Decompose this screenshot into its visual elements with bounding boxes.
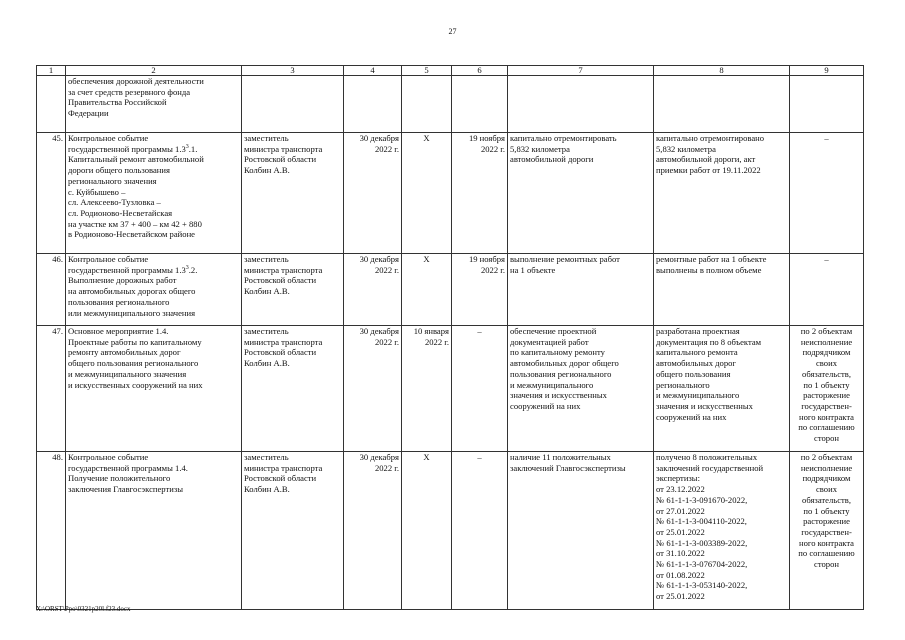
- planned-date: [344, 76, 402, 133]
- text-line: 30 декабря: [359, 133, 399, 143]
- text-line: 2022 г.: [374, 143, 399, 154]
- achieved-result: [654, 76, 790, 133]
- text-line: государствен-: [801, 526, 852, 537]
- text-line: подрядчиком: [802, 347, 851, 358]
- text-line: от 01.08.2022: [656, 569, 705, 580]
- actual-date: [452, 133, 508, 254]
- column-number: 5: [402, 66, 452, 76]
- text-line: государственной программы 1.3: [68, 143, 186, 154]
- actual-date: [452, 254, 508, 326]
- text-line: от 31.10.2022: [656, 548, 705, 559]
- column-number: 6: [452, 66, 508, 76]
- text-line: 2022 г.: [374, 336, 399, 347]
- column-5: Х: [402, 452, 452, 610]
- superscript: 3: [185, 264, 189, 271]
- table-row: [37, 133, 864, 254]
- text-line: с. Куйбышево –: [68, 186, 126, 197]
- text-line: значения и искусственных: [656, 400, 753, 411]
- column-number: 1: [37, 66, 66, 76]
- page-number: 27: [448, 27, 457, 36]
- planned-date: [344, 254, 402, 326]
- text-line: Контрольное событие: [68, 254, 149, 264]
- text-line: от 27.01.2022: [656, 505, 705, 516]
- text-line: 2022 г.: [374, 462, 399, 473]
- text-line: автомобильной дороги, акт: [656, 154, 756, 165]
- event-description: [66, 452, 242, 610]
- text-line: на участке км 37 + 400 – км 42 + 880: [68, 218, 202, 229]
- text-line: ремонту автомобильных дорог: [68, 347, 181, 358]
- text-line: документация по 8 объектам: [656, 336, 762, 347]
- text-line: сторон: [814, 433, 839, 444]
- text-line: неисполнение: [800, 462, 853, 473]
- text-line: капитального ремонта: [656, 347, 738, 358]
- text-line: от 25.01.2022: [656, 591, 705, 602]
- text-line: Основное мероприятие 1.4.: [68, 326, 169, 336]
- text-line: 30 декабря: [359, 254, 399, 264]
- text-line: расторжение: [803, 390, 850, 401]
- column-number-row: [37, 66, 864, 76]
- text-line: обязательств,: [802, 368, 851, 379]
- text-line: Контрольное событие: [68, 452, 149, 462]
- text-line: ремонтные работ на 1 объекте: [656, 254, 767, 264]
- text-line: выполнены в полном объеме: [656, 264, 762, 275]
- row-number: [37, 76, 66, 133]
- text-line: № 61-1-1-3-076704-2022,: [656, 559, 748, 570]
- file-path-footer: X:\ORST\Ppo\0321p20l.f23.docx: [36, 605, 131, 613]
- column-5: [402, 76, 452, 133]
- text-line: министра транспорта: [244, 336, 323, 347]
- text-line: 2022 г.: [424, 336, 449, 347]
- text-line: ного контракта: [799, 411, 854, 422]
- achieved-result: [654, 326, 790, 452]
- text-line: регионального значения: [68, 175, 157, 186]
- text-line: и межмуниципального: [510, 379, 594, 390]
- expected-result: [508, 452, 654, 610]
- text-line: 19 ноября: [468, 254, 505, 264]
- text-line: сл. Алексеево-Тузловка –: [68, 197, 161, 208]
- text-line: значения и искусственных: [510, 390, 607, 401]
- text-line: разработана проектная: [656, 326, 740, 336]
- text-line: 2022 г.: [480, 264, 505, 275]
- planned-date: [344, 133, 402, 254]
- text-line: 2022 г.: [374, 264, 399, 275]
- text-line: обеспечения дорожной деятельности: [68, 76, 204, 86]
- text-line: и межмуниципального значения: [68, 368, 187, 379]
- text-line: обязательств,: [802, 494, 851, 505]
- text-line: Ростовской области: [244, 154, 317, 165]
- text-line: Колбин А.В.: [244, 484, 290, 495]
- text-line: от 25.01.2022: [656, 526, 705, 537]
- text-line: экспертизы:: [656, 473, 700, 484]
- text-line: неисполнение: [800, 336, 853, 347]
- text-line: и межмуниципального: [656, 390, 740, 401]
- text-line: от 23.12.2022: [656, 484, 705, 495]
- achieved-result: [654, 452, 790, 610]
- text-line: в Родионово-Несветайском районе: [68, 229, 195, 240]
- text-line: 5,832 километра: [510, 143, 570, 154]
- text-line: по 1 объекту: [803, 379, 850, 390]
- report-table: [36, 65, 864, 610]
- text-line: заместитель: [244, 133, 289, 143]
- text-line: регионального: [656, 379, 710, 390]
- text-line: заключений государственной: [656, 462, 764, 473]
- text-line: заместитель: [244, 452, 289, 462]
- text-line: № 61-1-1-3-053140-2022,: [656, 580, 748, 591]
- text-line: или межмуниципального значения: [68, 307, 196, 318]
- column-number: 8: [654, 66, 790, 76]
- text-line: пользования регионального: [510, 368, 612, 379]
- text-line: 30 декабря: [359, 326, 399, 336]
- text-line: Ростовской области: [244, 473, 317, 484]
- event-description: [66, 76, 242, 133]
- text-line: автомобильных дорог: [656, 358, 736, 369]
- text-line: Колбин А.В.: [244, 358, 290, 369]
- text-line: 5,832 километра: [656, 143, 716, 154]
- expected-result: [508, 254, 654, 326]
- text-line: Ростовской области: [244, 347, 317, 358]
- text-line: Капитальный ремонт автомобильной: [68, 154, 204, 165]
- actual-date: –: [452, 452, 508, 610]
- text-line: по 2 объектам: [800, 326, 853, 336]
- text-line: документацией работ: [510, 336, 589, 347]
- text-line: Ростовской области: [244, 275, 317, 286]
- problems: [790, 76, 864, 133]
- text-line: капитально отремонтировать: [510, 133, 617, 143]
- text-line: Правительства Российской: [68, 97, 167, 108]
- actual-date: –: [452, 326, 508, 452]
- text-line: Федерации: [68, 108, 109, 119]
- problems: –: [790, 133, 864, 254]
- responsible: [242, 76, 344, 133]
- actual-date: [452, 76, 508, 133]
- text-line: государственной программы 1.3: [68, 264, 186, 275]
- text-line: министра транспорта: [244, 143, 323, 154]
- text-line: приемки работ от 19.11.2022: [656, 165, 761, 176]
- responsible: [242, 452, 344, 610]
- text-line: и искусственных сооружений на них: [68, 379, 203, 390]
- text-line: Проектные работы по капитальному: [68, 336, 202, 347]
- superscript: 3: [185, 143, 189, 150]
- text-line: по 2 объектам: [800, 452, 853, 462]
- text-line: заместитель: [244, 326, 289, 336]
- text-line: № 61-1-1-3-091670-2022,: [656, 494, 748, 505]
- text-line: по 1 объекту: [803, 505, 850, 516]
- text-line: общего пользования регионального: [68, 358, 199, 369]
- text-line: ного контракта: [799, 537, 854, 548]
- planned-date: [344, 326, 402, 452]
- text-line: министра транспорта: [244, 462, 323, 473]
- text-line: на автомобильных дорогах общего: [68, 286, 196, 297]
- column-number: 2: [66, 66, 242, 76]
- text-line: автомобильной дороги: [510, 154, 594, 165]
- text-line: .2.: [188, 264, 198, 275]
- text-line: по капитальному ремонту: [510, 347, 605, 358]
- text-line: Колбин А.В.: [244, 286, 290, 297]
- text-line: министра транспорта: [244, 264, 323, 275]
- responsible: [242, 133, 344, 254]
- event-description: [66, 254, 242, 326]
- text-line: выполнение ремонтных работ: [510, 254, 620, 264]
- text-line: 10 января: [413, 326, 449, 336]
- text-line: .1.: [188, 143, 198, 154]
- achieved-result: [654, 133, 790, 254]
- column-5: Х: [402, 254, 452, 326]
- table-row: [37, 452, 864, 610]
- text-line: на 1 объекте: [510, 264, 556, 275]
- event-description: [66, 326, 242, 452]
- responsible: [242, 326, 344, 452]
- text-line: сооружений на них: [510, 400, 581, 411]
- text-line: наличие 11 положительных: [510, 452, 611, 462]
- text-line: Получение положительного: [68, 473, 171, 484]
- text-line: за счет средств резервного фонда: [68, 86, 191, 97]
- column-5: [402, 326, 452, 452]
- column-number: 7: [508, 66, 654, 76]
- expected-result: [508, 76, 654, 133]
- problems: [790, 326, 864, 452]
- text-line: по соглашению: [798, 548, 855, 559]
- text-line: № 61-1-1-3-004110-2022,: [656, 516, 747, 527]
- text-line: Контрольное событие: [68, 133, 149, 143]
- planned-date: [344, 452, 402, 610]
- text-line: подрядчиком: [802, 473, 851, 484]
- text-line: 30 декабря: [359, 452, 399, 462]
- text-line: по соглашению: [798, 422, 855, 433]
- row-number: 47.: [37, 326, 66, 452]
- event-description: [66, 133, 242, 254]
- table-row: [37, 76, 864, 133]
- row-number: 48.: [37, 452, 66, 610]
- achieved-result: [654, 254, 790, 326]
- column-number: 3: [242, 66, 344, 76]
- row-number: 46.: [37, 254, 66, 326]
- expected-result: [508, 326, 654, 452]
- text-line: своих: [815, 484, 837, 495]
- text-line: капитально отремонтировано: [656, 133, 765, 143]
- text-line: дороги общего пользования: [68, 165, 170, 176]
- row-number: 45.: [37, 133, 66, 254]
- text-line: 19 ноября: [468, 133, 505, 143]
- text-line: получено 8 положительных: [656, 452, 758, 462]
- table-row: [37, 254, 864, 326]
- text-line: общего пользования: [656, 368, 731, 379]
- problems: –: [790, 254, 864, 326]
- column-number: 9: [790, 66, 864, 76]
- text-line: расторжение: [803, 516, 850, 527]
- expected-result: [508, 133, 654, 254]
- text-line: автомобильных дорог общего: [510, 358, 619, 369]
- text-line: заключения Главгосэкспертизы: [68, 484, 184, 495]
- column-5: Х: [402, 133, 452, 254]
- text-line: Колбин А.В.: [244, 165, 290, 176]
- text-line: пользования регионального: [68, 296, 170, 307]
- text-line: сторон: [814, 559, 839, 570]
- text-line: обеспечение проектной: [510, 326, 597, 336]
- text-line: сооружений на них: [656, 411, 727, 422]
- text-line: государствен-: [801, 400, 852, 411]
- text-line: № 61-1-1-3-003389-2022,: [656, 537, 748, 548]
- text-line: своих: [815, 358, 837, 369]
- problems: [790, 452, 864, 610]
- responsible: [242, 254, 344, 326]
- text-line: государственной программы 1.4.: [68, 462, 188, 473]
- table-row: [37, 326, 864, 452]
- column-number: 4: [344, 66, 402, 76]
- text-line: сл. Родионово-Несветайская: [68, 207, 173, 218]
- text-line: заключений Главгосэкспертизы: [510, 462, 626, 473]
- text-line: заместитель: [244, 254, 289, 264]
- text-line: Выполнение дорожных работ: [68, 275, 177, 286]
- text-line: 2022 г.: [480, 143, 505, 154]
